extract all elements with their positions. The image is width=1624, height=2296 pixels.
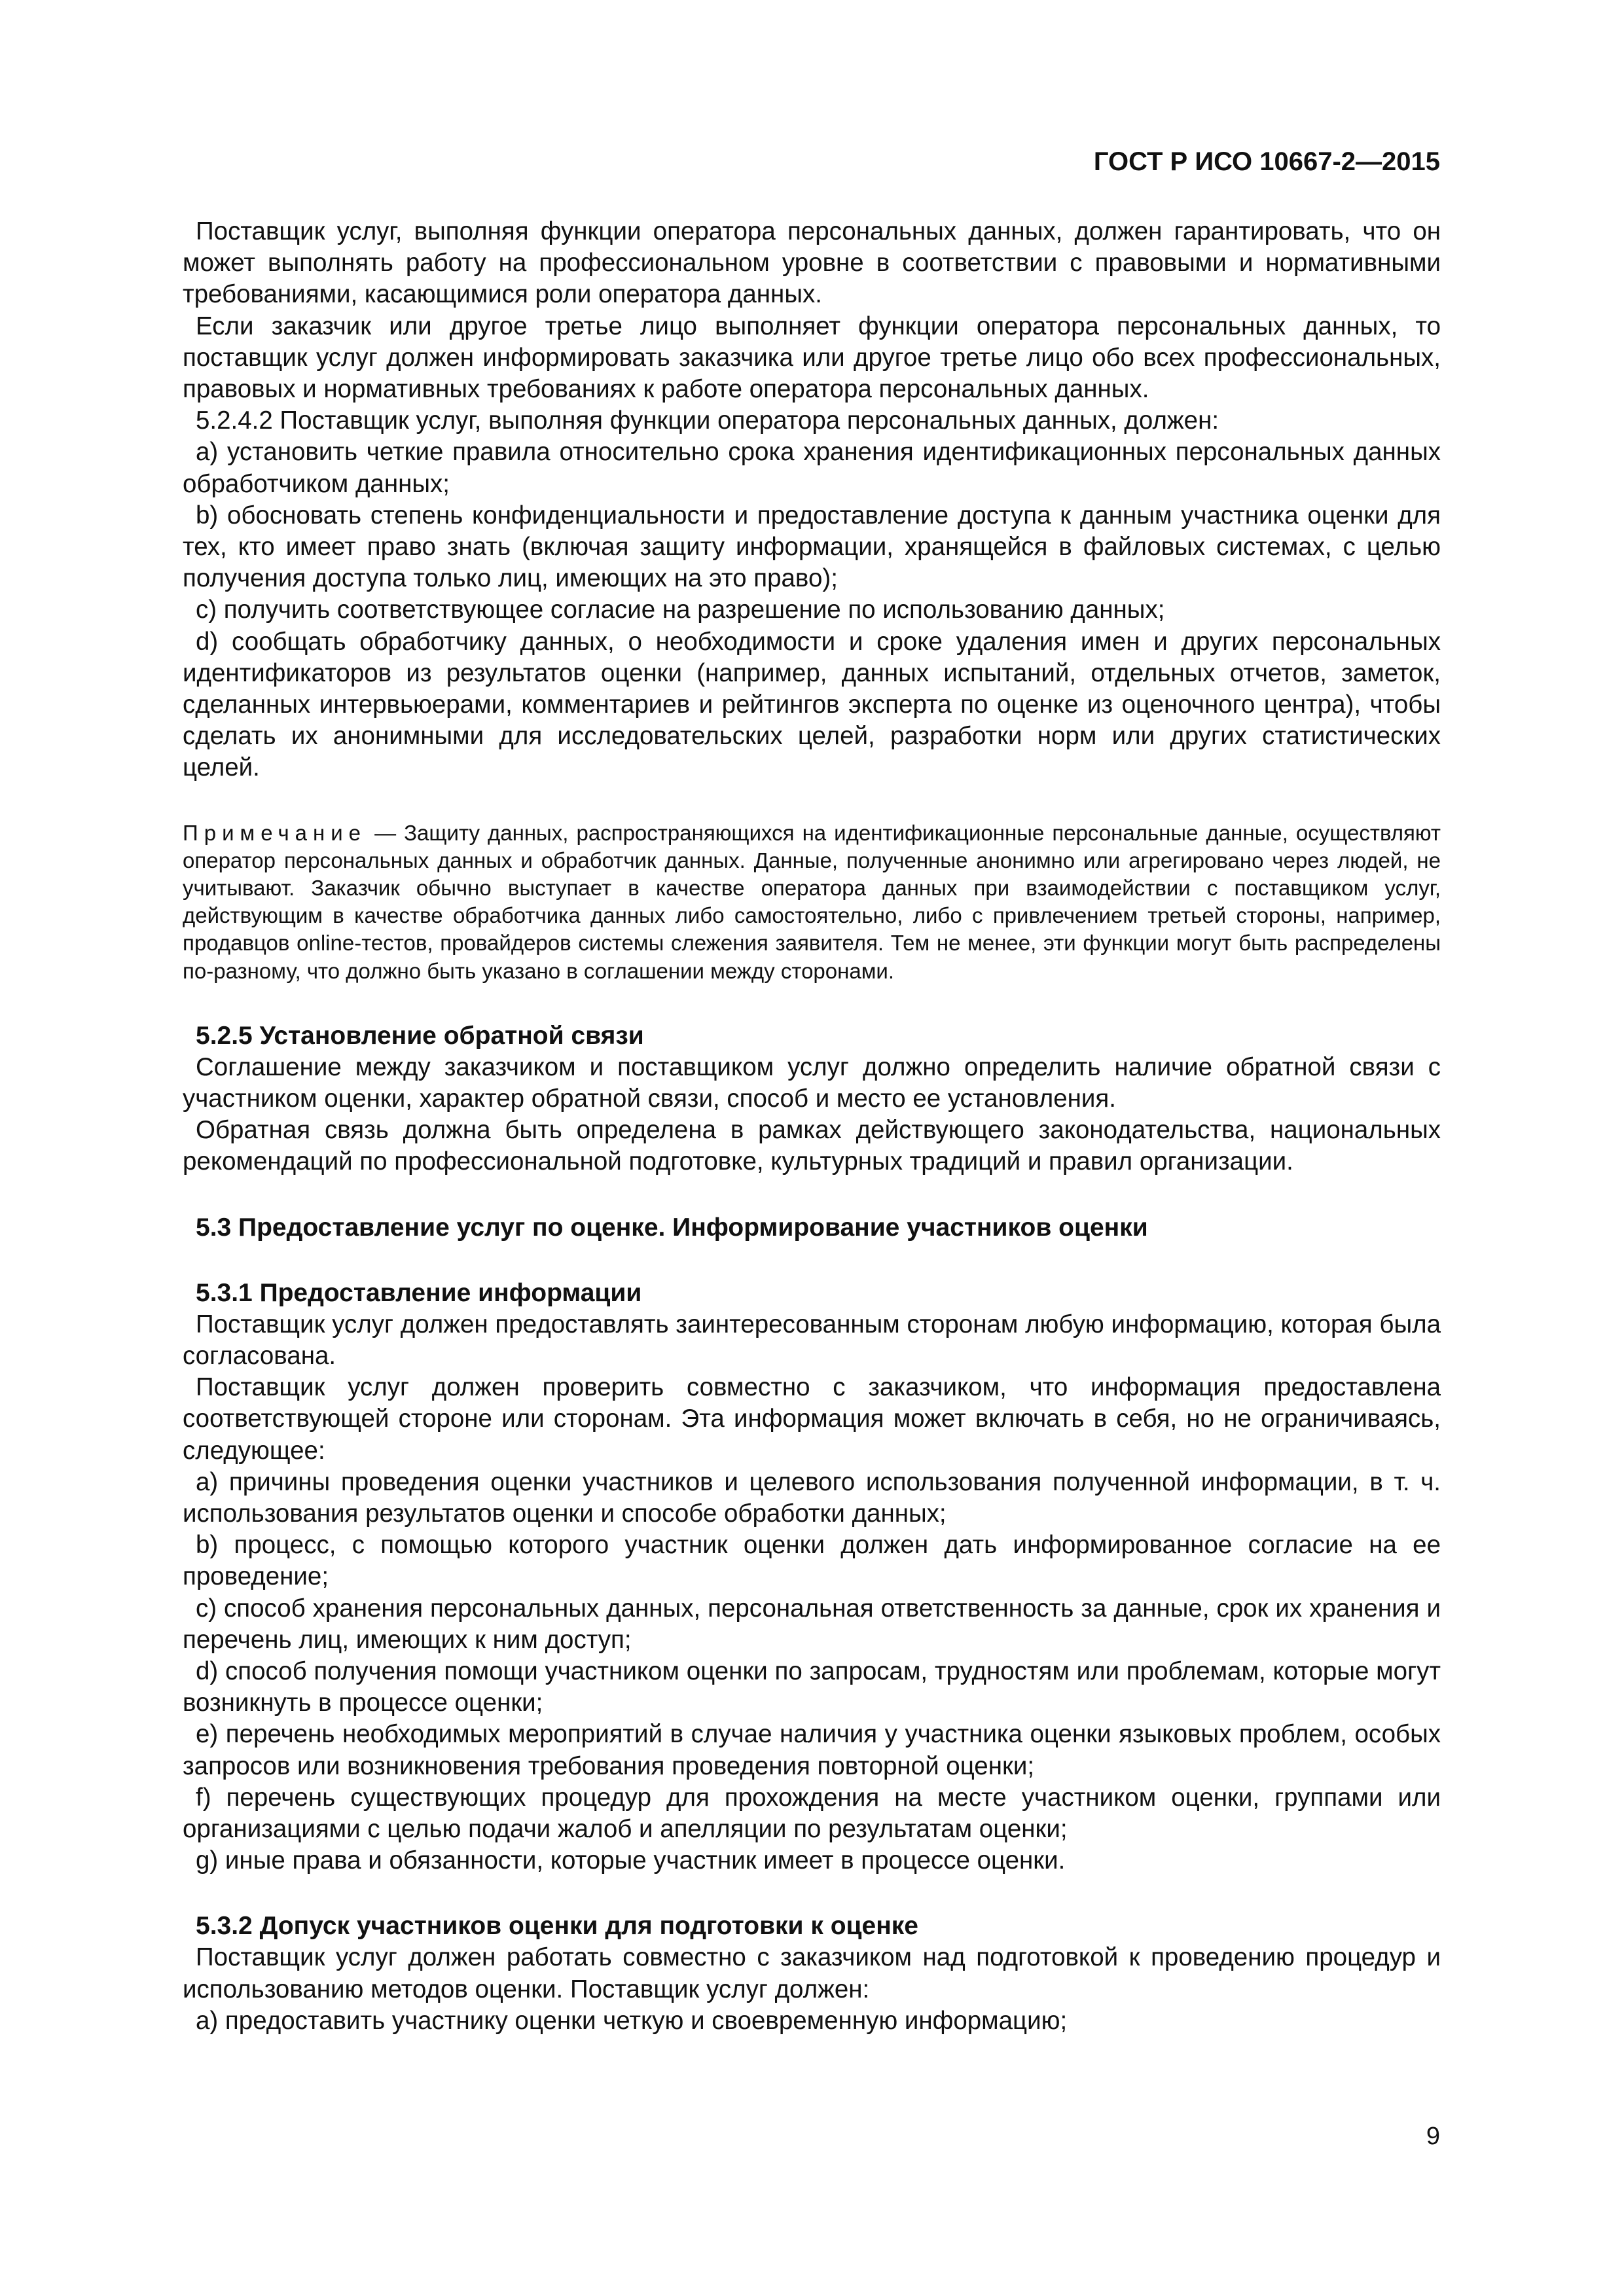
paragraph: Соглашение между заказчиком и поставщиком услуг должно определить наличие обратной связи с участником оценки, характер обратной связи, способ и место ее установления. (183, 1052, 1441, 1113)
paragraph: Если заказчик или другое третье лицо выполняет функции оператора персональных данных, то поставщик услуг должен информировать заказчика или другое третье лицо обо всех профессиональных, правовых и нормативных требованиях к работе оператора персональных данных. (183, 312, 1441, 404)
note-text (183, 819, 1441, 985)
list-item-c: c) способ хранения персональных данных, персональная ответственность за данные, срок их хранения и перечень лиц, имеющих к ним доступ; (183, 1594, 1441, 1654)
list-item-a: а) предоставить участнику оценки четкую и своевременную информацию; (196, 2006, 1068, 2035)
note-body: — Защиту данных, распространяющихся на идентификационные персональные данные, осуществляют оператор персональных данных и обработчик данных. Данные, полученные анонимно или агрегировано через людей, не учитывают. Заказчик обычно выступает в качестве оператора данных при взаимодействии с поставщиком услуг, действующим в качестве обработчика данных либо самостоятельно, либо с привлечением третьей стороны, например, продавцов online-тестов, провайдеров системы слежения заявителя. Тем не менее, эти функции могут быть распределены по-разному, что должно быть указано в соглашении между сторонами. (183, 820, 1441, 983)
note-block (183, 819, 1441, 985)
list-item-g: g) иные права и обязанности, которые участник имеет в процессе оценки. (196, 1846, 1066, 1875)
list-item-d: d) сообщать обработчику данных, о необходимости и сроке удаления имен и других персональных идентификаторов из результатов оценки (например, данных испытаний, отдельных отчетов, заметок, сделанных интервьюерами, комментариев и рейтингов эксперта по оценке из оценочного центра), чтобы сделать их анонимными для исследовательских целей, разработки норм или других статистических целей. (183, 627, 1441, 782)
clause-5-2-4-2: 5.2.4.2 Поставщик услуг, выполняя функции оператора персональных данных, должен: (196, 406, 1219, 435)
list-item-d: d) способ получения помощи участником оценки по запросам, трудностям или проблемам, которые могут возникнуть в процессе оценки; (183, 1657, 1441, 1717)
note-lead: Примечание (183, 820, 367, 845)
list-item-e: e) перечень необходимых мероприятий в случае наличия у участника оценки языковых проблем, особых запросов или возникновения требования проведения повторной оценки; (183, 1720, 1441, 1780)
list-item-a: а) причины проведения оценки участников и целевого использования полученной информации, в т. ч. использования результатов оценки и способе обработки данных; (183, 1467, 1441, 1528)
list-item-b: b) процесс, с помощью которого участник оценки должен дать информированное согласие на ее проведение; (183, 1531, 1441, 1591)
paragraph: Поставщик услуг должен предоставлять заинтересованным сторонам любую информацию, которая была согласована. (183, 1310, 1441, 1370)
list-item-b: b) обосновать степень конфиденциальности и предоставление доступа к данным участника оценки для тех, кто имеет право знать (включая защиту информации, хранящейся в файловых системах, с целью получения доступа только лиц, имеющих на это право); (183, 501, 1441, 593)
section-heading-5-2-5: 5.2.5 Установление обратной связи (196, 1021, 644, 1050)
paragraph: Поставщик услуг должен работать совместно с заказчиком над подготовкой к проведению процедур и использованию методов оценки. Поставщик услуг должен: (183, 1943, 1441, 2003)
list-item-f: f) перечень существующих процедур для прохождения на месте участником оценки, группами или организациями с целью подачи жалоб и апелляции по результатам оценки; (183, 1783, 1441, 1843)
section-heading-5-3-2: 5.3.2 Допуск участников оценки для подготовки к оценке (196, 1912, 918, 1941)
page-number: 9 (1426, 2123, 1440, 2150)
section-heading-5-3-1: 5.3.1 Предоставление информации (196, 1278, 642, 1307)
standard-code-header: ГОСТ Р ИСО 10667-2—2015 (1093, 147, 1440, 176)
list-item-a: а) установить четкие правила относительно срока хранения идентификационных персональных данных обработчиком данных; (183, 438, 1441, 498)
section-heading-5-3: 5.3 Предоставление услуг по оценке. Информирование участников оценки (196, 1213, 1148, 1242)
paragraph: Поставщик услуг, выполняя функции оператора персональных данных, должен гарантировать, что он может выполнять работу на профессиональном уровне в соответствии с правовыми и нормативными требованиями, касающимися роли оператора данных. (183, 217, 1441, 309)
paragraph: Обратная связь должна быть определена в рамках действующего законодательства, национальных рекомендаций по профессиональной подготовке, культурных традиций и правил организации. (183, 1116, 1441, 1176)
page-content (183, 216, 1441, 2037)
list-item-c: c) получить соответствующее согласие на разрешение по использованию данных; (196, 596, 1165, 624)
paragraph: Поставщик услуг должен проверить совместно с заказчиком, что информация предоставлена соответствующей стороне или сторонам. Эта информация может включать в себя, но не ограничиваясь, следующее: (183, 1373, 1441, 1465)
